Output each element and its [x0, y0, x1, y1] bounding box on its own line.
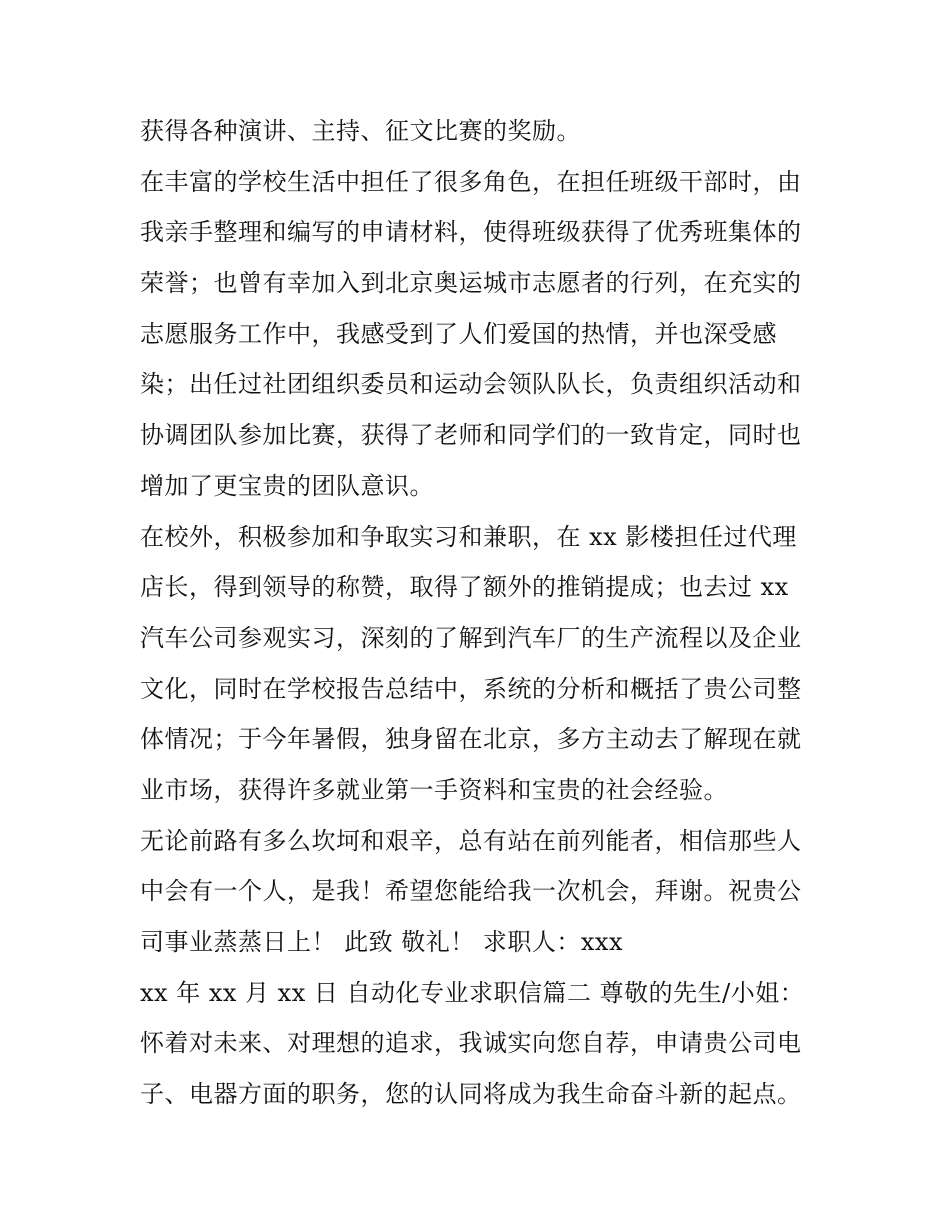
text-line: 无论前路有多么坎坷和艰辛，总有站在前列能者，相信那些人: [140, 826, 802, 855]
text-line: 协调团队参加比赛，获得了老师和同学们的一致肯定，同时也: [140, 421, 802, 450]
text-line: 怀着对未来、对理想的追求，我诚实向您自荐，申请贵公司电: [140, 1029, 802, 1058]
text-line: 文化，同时在学校报告总结中，系统的分析和概括了贵公司整: [140, 674, 802, 703]
text-line: 获得各种演讲、主持、征文比赛的奖励。: [140, 117, 581, 145]
text-line: 业市场，获得许多就业第一手资料和宝贵的社会经验。: [140, 775, 728, 804]
text-line: 子、电器方面的职务，您的认同将成为我生命奋斗新的起点。: [140, 1080, 802, 1109]
text-line: 染；出任过社团组织委员和运动会领队队长，负责组织活动和: [140, 370, 802, 399]
text-line: 在丰富的学校生活中担任了很多角色，在担任班级干部时，由: [140, 167, 802, 196]
text-line: 荣誉；也曾有幸加入到北京奥运城市志愿者的行列，在充实的: [140, 269, 802, 298]
text-line: 体情况；于今年暑假，独身留在北京，多方主动去了解现在就: [140, 725, 802, 754]
text-line: 我亲手整理和编写的申请材料，使得班级获得了优秀班集体的: [140, 218, 802, 247]
text-line: 汽车公司参观实习，深刻的了解到汽车厂的生产流程以及企业: [140, 623, 802, 652]
text-line: xx 年 xx 月 xx 日 自动化专业求职信篇二 尊敬的先生/小姐：: [140, 978, 805, 1007]
text-line: 司事业蒸蒸日上！ 此致 敬礼！ 求职人：xxx: [140, 928, 623, 956]
text-line: 志愿服务工作中，我感受到了人们爱国的热情，并也深受感: [140, 319, 777, 348]
text-line: 增加了更宝贵的团队意识。: [140, 471, 434, 500]
letter-body: [140, 106, 830, 1120]
text-line: 中会有一个人，是我！希望您能给我一次机会，拜谢。祝贵公: [140, 877, 802, 906]
text-line: 在校外，积极参加和争取实习和兼职，在 xx 影楼担任过代理: [140, 522, 797, 551]
text-line: 店长，得到领导的称赞，取得了额外的推销提成；也去过 xx: [140, 573, 789, 602]
